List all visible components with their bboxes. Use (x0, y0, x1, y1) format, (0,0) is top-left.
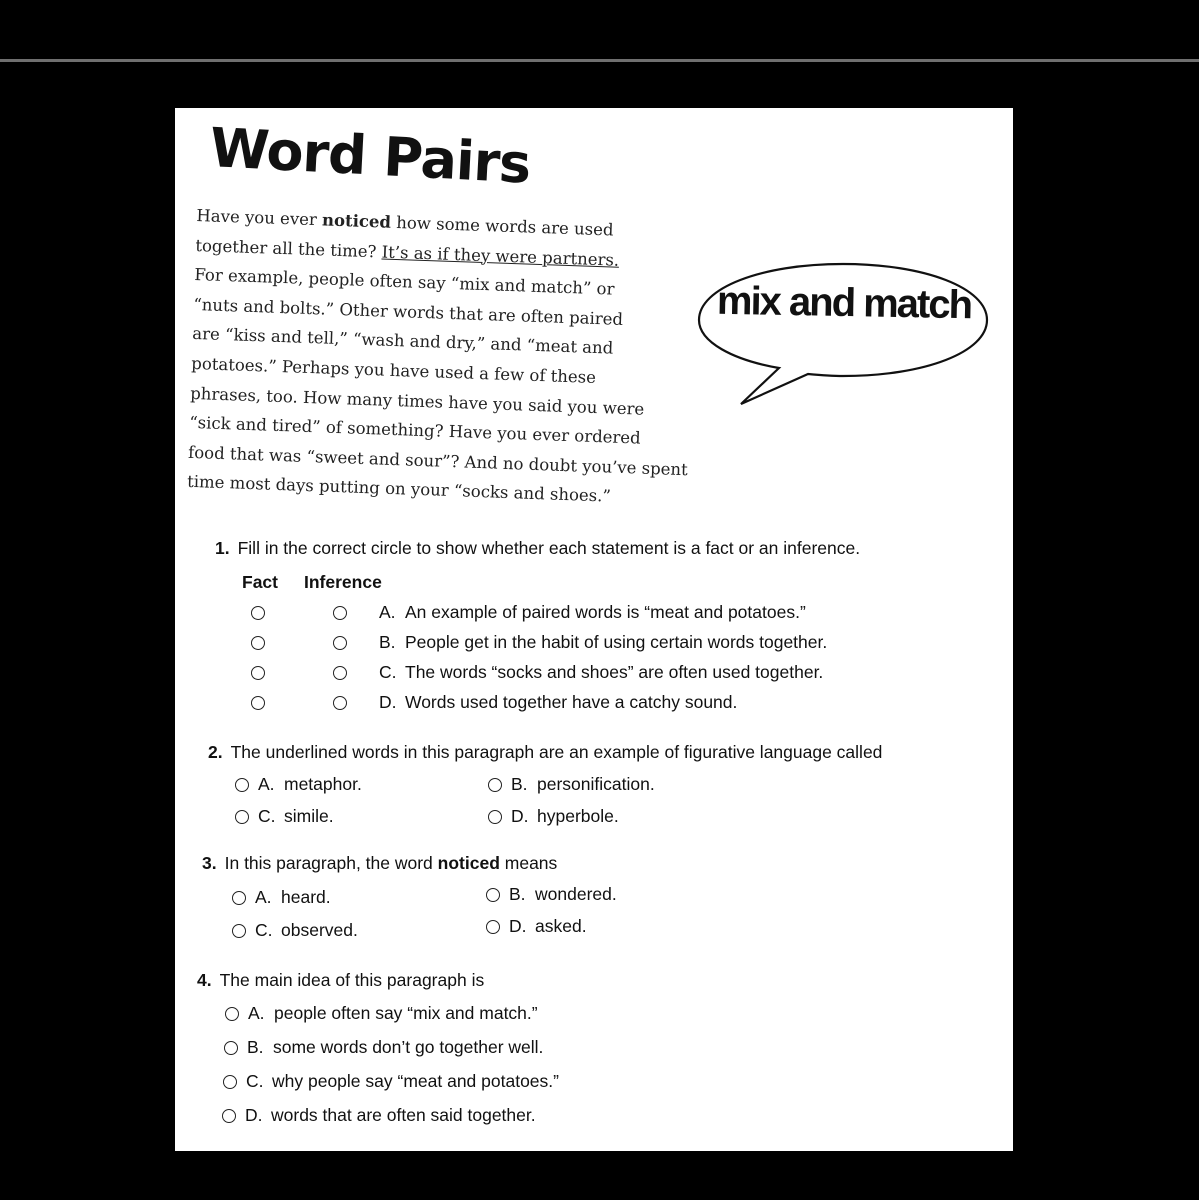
statement-text: People get in the habit of using certain words together. (405, 632, 828, 652)
option-radio[interactable] (232, 891, 246, 905)
option-letter: A. (258, 774, 275, 794)
passage-line: time most days putting on your “socks and shoes.” (186, 472, 612, 506)
fact-radio[interactable] (251, 606, 265, 620)
option-radio[interactable] (224, 1041, 238, 1055)
passage-text: Have you ever (196, 205, 323, 230)
option-letter: B. (511, 774, 528, 794)
option-letter: D. (509, 916, 527, 936)
question-4 (197, 970, 484, 991)
option-radio[interactable] (225, 1007, 239, 1021)
option-letter: D. (245, 1105, 263, 1125)
passage-line: are “kiss and tell,” “wash and dry,” and “meat and (192, 324, 614, 358)
inference-radio[interactable] (333, 696, 347, 710)
option-radio[interactable] (235, 810, 249, 824)
option-text: asked. (535, 916, 587, 936)
q1-statement-b (251, 632, 827, 653)
statement-text: An example of paired words is “meat and potatoes.” (405, 602, 806, 622)
option-text: hyperbole. (537, 806, 619, 826)
option-radio[interactable] (223, 1075, 237, 1089)
q2-option-d[interactable] (488, 806, 619, 827)
option-text: metaphor. (284, 774, 362, 794)
q3-option-a[interactable] (232, 887, 331, 908)
question-2-stem (208, 742, 882, 762)
option-letter: B. (509, 884, 526, 904)
question-number: 1. (215, 538, 230, 558)
fact-radio[interactable] (251, 696, 265, 710)
statement-text: The words “socks and shoes” are often used together. (405, 662, 824, 682)
option-letter: A. (248, 1003, 265, 1023)
passage-line: For example, people often say “mix and match” or (194, 265, 615, 299)
option-letter: D. (511, 806, 529, 826)
statement-letter: B. (379, 632, 396, 652)
speech-bubble-text: mix and match (716, 278, 972, 328)
option-text: wondered. (535, 884, 617, 904)
passage-line: phrases, too. How many times have you said you were (189, 383, 645, 419)
statement-letter: C. (379, 662, 397, 682)
question-number: 4. (197, 970, 212, 990)
option-letter: C. (258, 806, 276, 826)
question-text: means (499, 853, 558, 873)
option-radio[interactable] (235, 778, 249, 792)
q2-option-b[interactable] (488, 774, 655, 795)
option-text: personification. (537, 774, 655, 794)
passage-bold-word: noticed (321, 210, 392, 232)
passage-line: potatoes.” Perhaps you have used a few of these (190, 353, 597, 387)
option-letter: C. (246, 1071, 264, 1091)
question-1-stem (215, 538, 860, 558)
q1-statement-c (251, 662, 823, 683)
question-2 (208, 742, 882, 763)
passage-line: food that was “sweet and sour”? And no doubt you’ve spent (187, 442, 689, 480)
option-radio[interactable] (222, 1109, 236, 1123)
statement-text: Words used together have a catchy sound. (405, 692, 738, 712)
passage-line: “nuts and bolts.” Other words that are often paired (193, 294, 624, 329)
option-text: simile. (284, 806, 334, 826)
option-radio[interactable] (232, 924, 246, 938)
option-letter: B. (247, 1037, 264, 1057)
passage-text: together all the time? (195, 235, 383, 262)
question-text: In this paragraph, the word (224, 853, 438, 873)
q3-option-b[interactable] (486, 884, 617, 905)
question-3 (202, 853, 557, 874)
option-text: some words don’t go together well. (273, 1037, 544, 1057)
question-1 (215, 538, 860, 559)
option-radio[interactable] (486, 920, 500, 934)
fact-radio[interactable] (251, 666, 265, 680)
q4-option-c[interactable] (223, 1071, 559, 1092)
q2-option-a[interactable] (235, 774, 362, 795)
option-letter: C. (255, 920, 273, 940)
inference-radio[interactable] (333, 636, 347, 650)
option-letter: A. (255, 887, 272, 907)
question-number: 2. (208, 742, 223, 762)
option-text: why people say “meat and potatoes.” (272, 1071, 559, 1091)
inference-radio[interactable] (333, 606, 347, 620)
option-text: observed. (281, 920, 358, 940)
q4-option-b[interactable] (224, 1037, 543, 1058)
q4-option-a[interactable] (225, 1003, 538, 1024)
worksheet-title: Word Pairs (208, 116, 532, 196)
option-text: people often say “mix and match.” (274, 1003, 538, 1023)
q2-option-c[interactable] (235, 806, 334, 827)
option-radio[interactable] (488, 810, 502, 824)
q4-option-d[interactable] (222, 1105, 536, 1126)
option-text: heard. (281, 887, 331, 907)
worksheet-page (175, 108, 1013, 1151)
passage-underlined-phrase: It’s as if they were partners. (381, 242, 620, 270)
screen-border-line (0, 59, 1199, 62)
question-4-stem (197, 970, 484, 990)
fact-column-header: Fact (242, 572, 278, 592)
q1-statement-d (251, 692, 737, 713)
inference-radio[interactable] (333, 666, 347, 680)
option-text: words that are often said together. (271, 1105, 536, 1125)
option-radio[interactable] (486, 888, 500, 902)
passage-line: “sick and tired” of something? Have you ever ordered (188, 413, 642, 448)
option-radio[interactable] (488, 778, 502, 792)
question-text: The main idea of this paragraph is (219, 970, 485, 990)
statement-letter: D. (379, 692, 397, 712)
statement-letter: A. (379, 602, 396, 622)
question-number: 3. (202, 853, 217, 873)
question-text: The underlined words in this paragraph are an example of figurative language called (230, 742, 883, 762)
inference-column-header: Inference (304, 572, 382, 592)
reading-passage (187, 201, 697, 514)
fact-radio[interactable] (251, 636, 265, 650)
question-text: Fill in the correct circle to show whether each statement is a fact or an inference. (237, 538, 861, 558)
passage-text: how some words are used (390, 212, 614, 240)
q3-option-d[interactable] (486, 916, 587, 937)
question-keyword: noticed (437, 853, 500, 873)
q3-option-c[interactable] (232, 920, 358, 941)
question-3-stem (202, 853, 557, 873)
q1-statement-a (251, 602, 806, 623)
